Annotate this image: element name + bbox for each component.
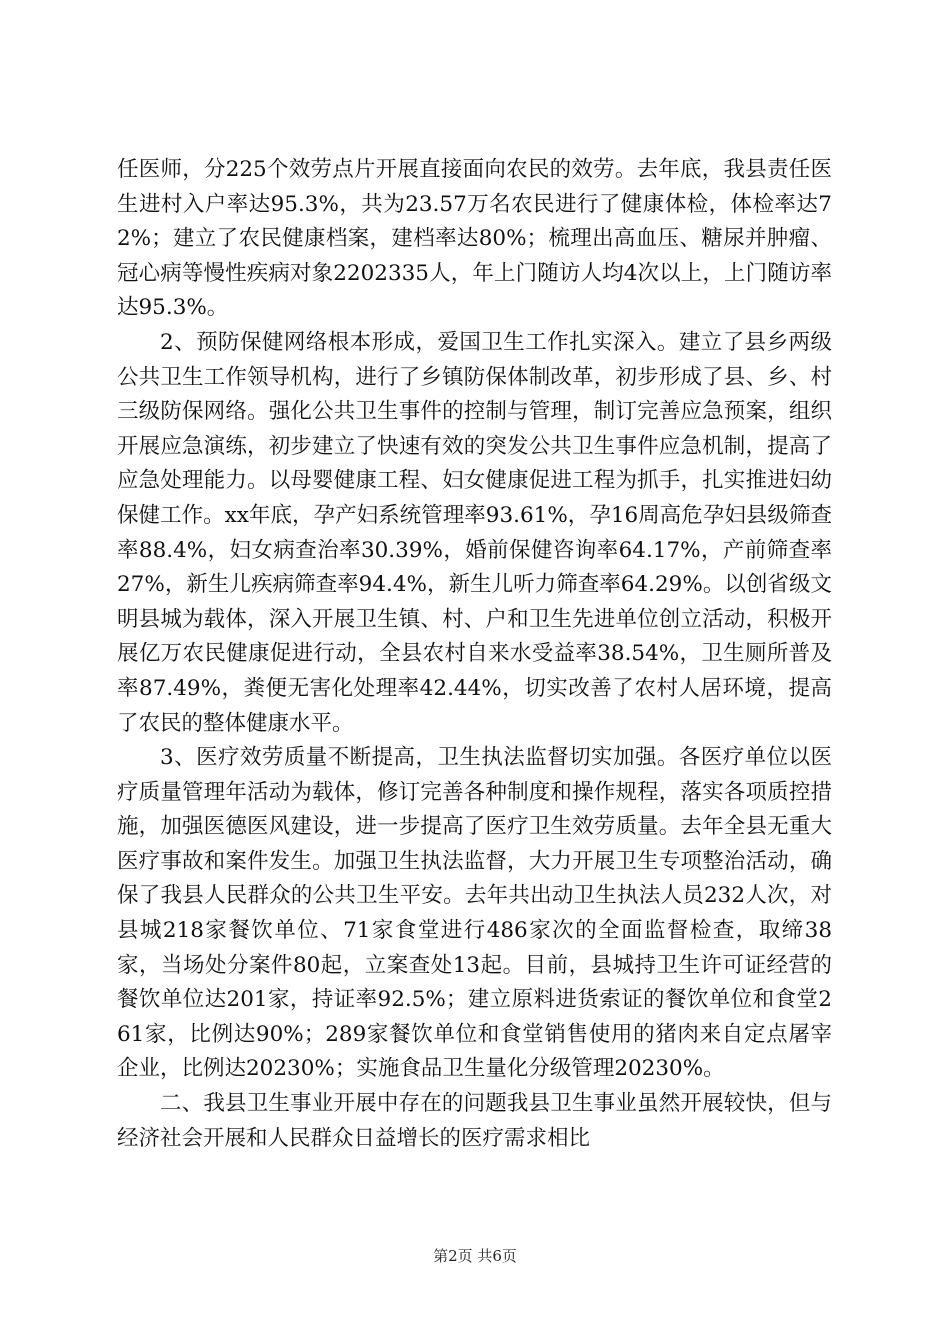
- paragraph-continuation: 任医师，分225个效劳点片开展直接面向农民的效劳。去年底，我县责任医生进村入户率达95.3%，共为23.57万名农民进行了健康体检，体检率达72%；建立了农民健康档案，建档率达80%；梳理出高血压、糖尿并肿瘤、冠心病等慢性疾病对象2202335人，年上门随访人均4次以上，上门随访率达95.3%。: [117, 157, 832, 321]
- page-number-footer: 第2页 共6页: [433, 1247, 517, 1265]
- paragraph-problems: 二、我县卫生事业开展中存在的问题我县卫生事业虽然开展较快，但与经济社会开展和人民群众日益增长的医疗需求相比: [117, 1091, 832, 1151]
- paragraph-medical-quality: 3、医疗效劳质量不断提高，卫生执法监督切实加强。各医疗单位以医疗质量管理年活动为载体，修订完善各种制度和操作规程，落实各项质控措施，加强医德医风建设，进一步提高了医疗卫生效劳质量。去年全县无重大医疗事故和案件发生。加强卫生执法监督，大力开展卫生专项整治活动，确保了我县人民群众的公共卫生平安。去年共出动卫生执法人员232人次，对县城218家餐饮单位、71家食堂进行486家次的全面监督检查，取缔38家，当场处分案件80起，立案查处13起。目前，县城持卫生许可证经营的餐饮单位达201家，持证率92.5%；建立原料进货索证的餐饮单位和食堂261家，比例达90%；289家餐饮单位和食堂销售使用的猪肉来自定点屠宰企业，比例达20230%；实施食品卫生量化分级管理20230%。: [117, 745, 832, 1082]
- document-body: [117, 153, 832, 1156]
- paragraph-prevention-network: 2、预防保健网络根本形成，爱国卫生工作扎实深入。建立了县乡两级公共卫生工作领导机构，进行了乡镇防保体制改革，初步形成了县、乡、村三级防保网络。强化公共卫生事件的控制与管理，制订完善应急预案，组织开展应急演练，初步建立了快速有效的突发公共卫生事件应急机制，提高了应急处理能力。以母婴健康工程、妇女健康促进工程为抓手，扎实推进妇幼保健工作。xx年底，孕产妇系统管理率93.61%，孕16周高危孕妇县级筛查率88.4%，妇女病查治率30.39%，婚前保健咨询率64.17%，产前筛查率27%，新生儿疾病筛查率94.4%，新生儿听力筛查率64.29%。以创省级文明县城为载体，深入开展卫生镇、村、户和卫生先进单位创立活动，积极开展亿万农民健康促进行动，全县农村自来水受益率38.54%，卫生厕所普及率87.49%，粪便无害化处理率42.44%，切实改善了农村人居环境，提高了农民的整体健康水平。: [117, 329, 832, 736]
